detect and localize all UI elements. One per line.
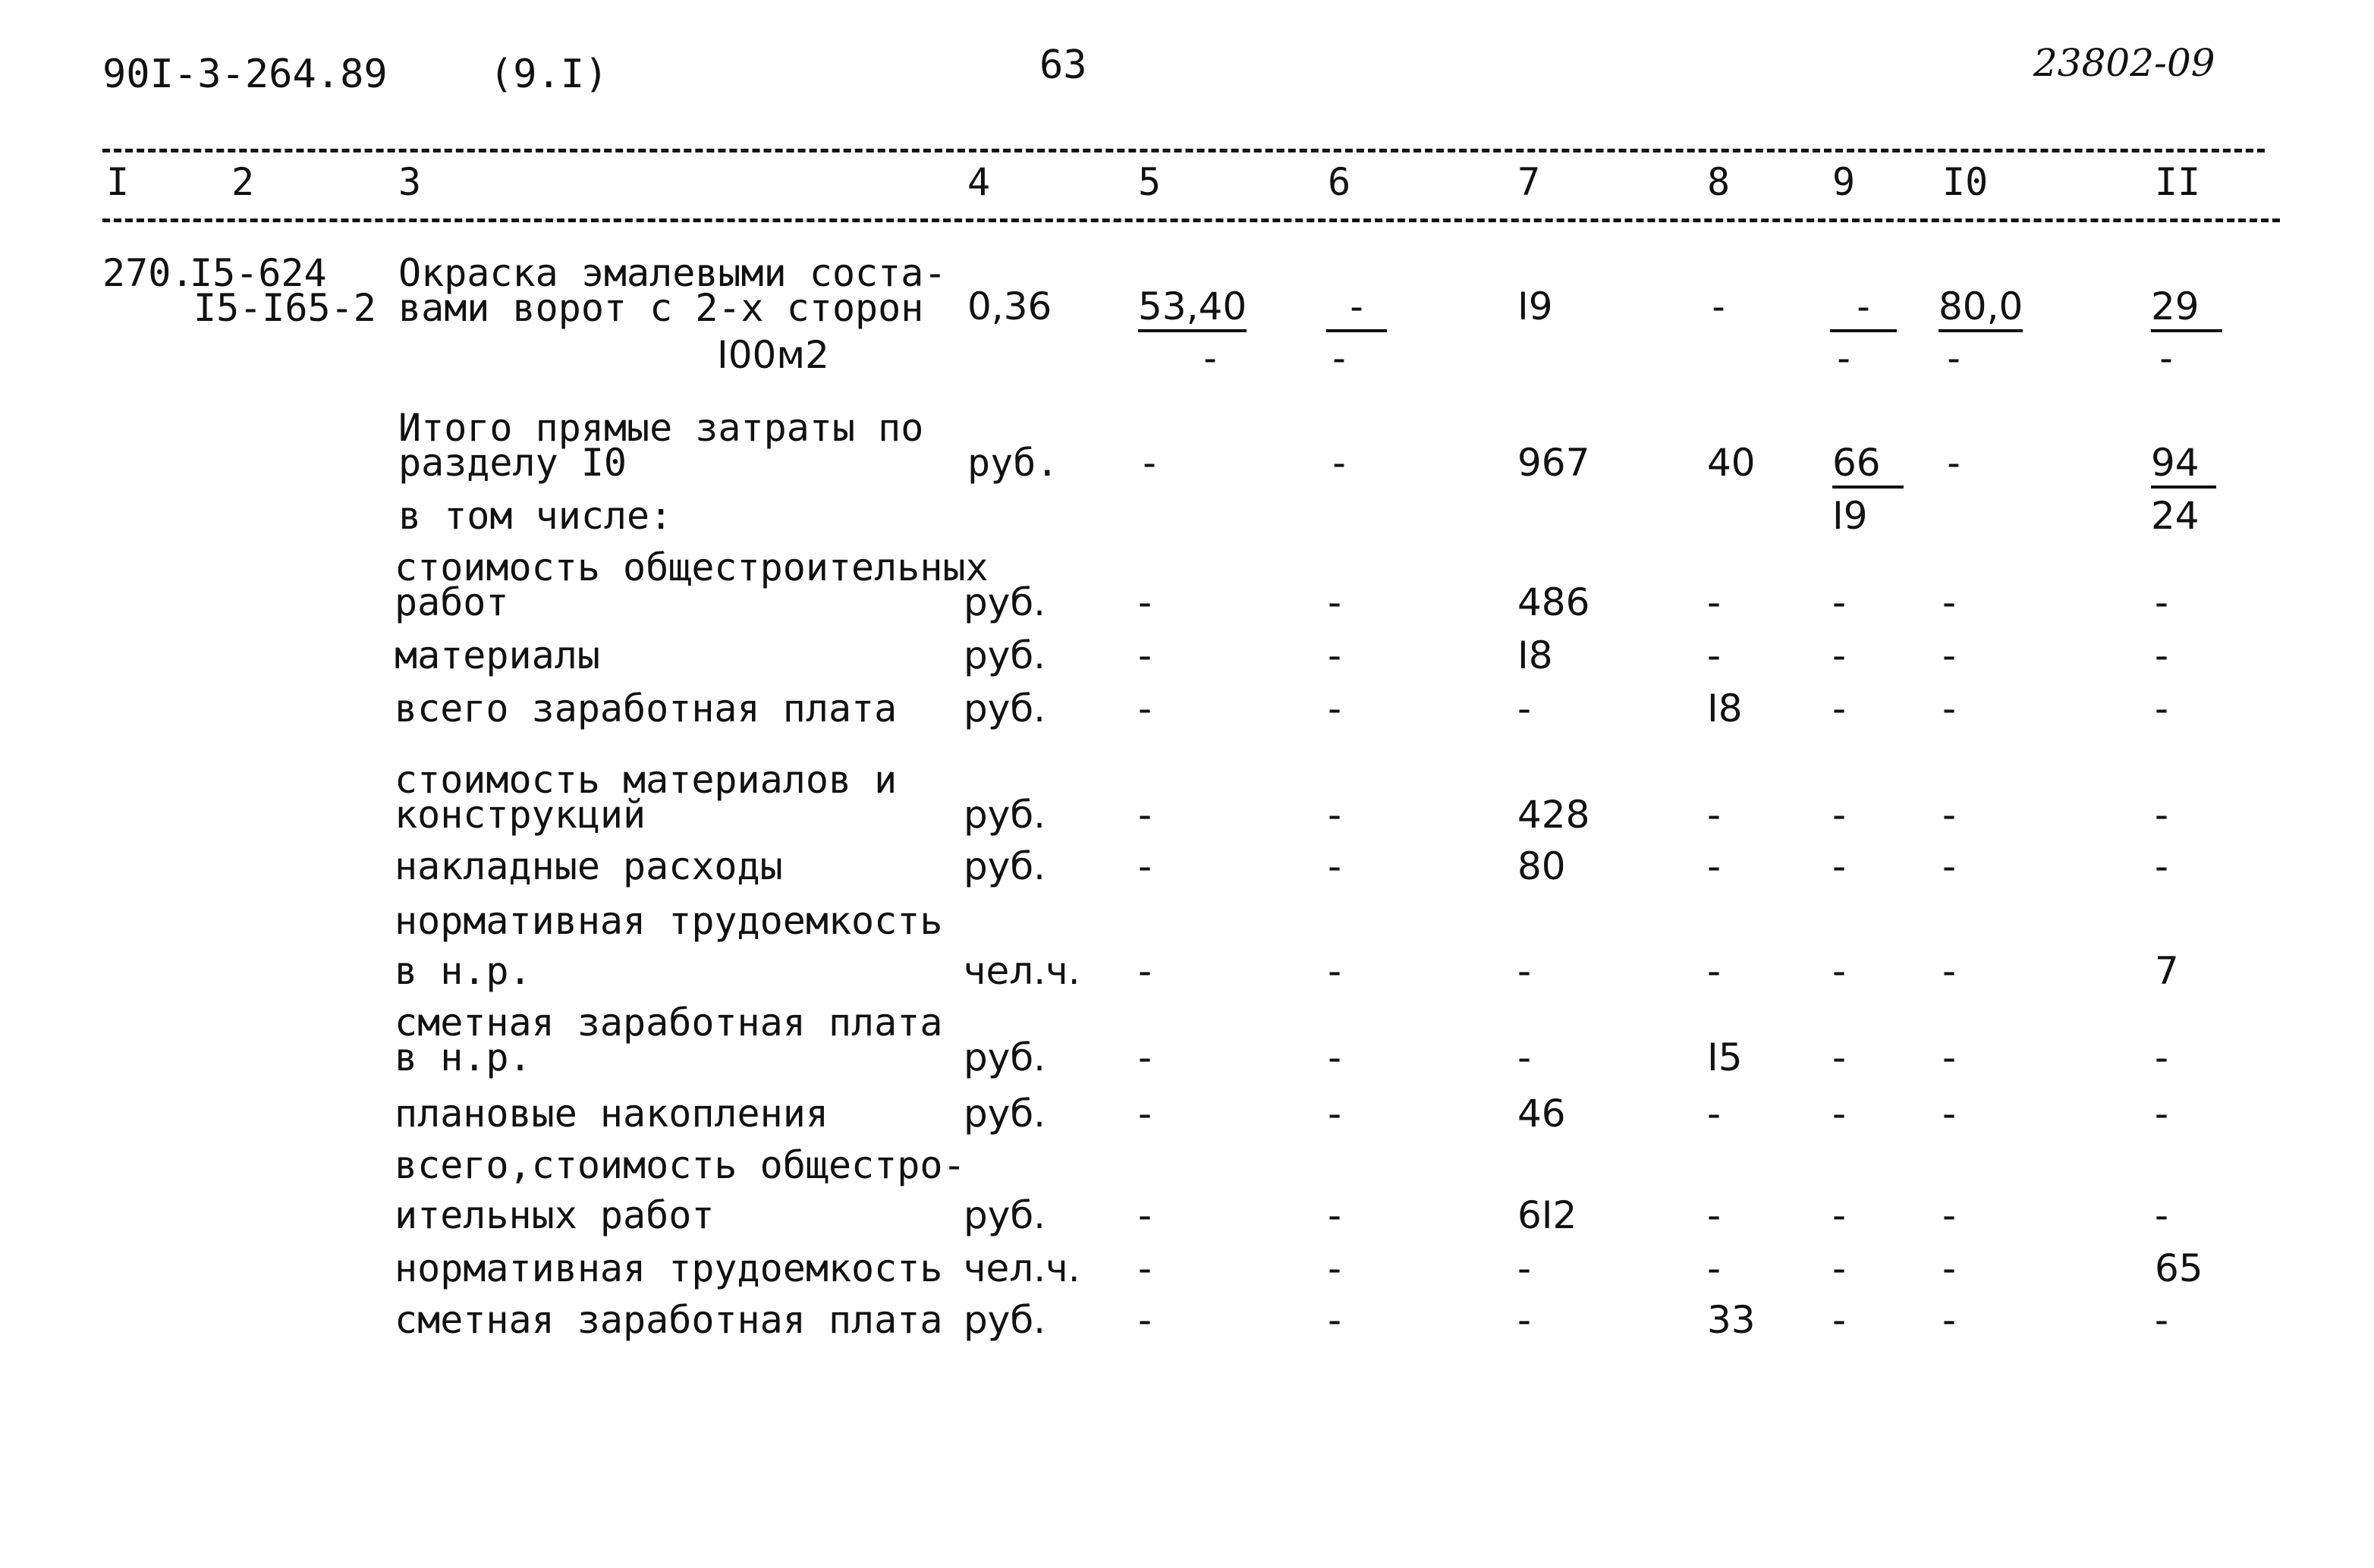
section-number: (9.I) bbox=[489, 52, 608, 97]
cell: - bbox=[1326, 285, 1387, 332]
cell: - bbox=[1138, 1035, 1152, 1079]
cell: 65 bbox=[2155, 1246, 2203, 1290]
cell: 94 bbox=[2151, 441, 2216, 489]
cell: - bbox=[1942, 1193, 1957, 1237]
column-header: 7 bbox=[1517, 160, 1541, 204]
cell: - bbox=[1707, 284, 1731, 328]
item-unit: I00м2 bbox=[717, 333, 829, 377]
cell: - bbox=[1328, 580, 1342, 624]
cell: - bbox=[1328, 1298, 1342, 1342]
row-unit: руб. bbox=[964, 844, 1046, 888]
row-unit: чел.ч. bbox=[964, 1246, 1080, 1290]
row-unit: руб. bbox=[964, 793, 1046, 837]
cell: - bbox=[1942, 633, 1957, 677]
inventory-number: 23802-09 bbox=[2033, 41, 2215, 85]
cell: - bbox=[1517, 687, 1532, 731]
cell: - bbox=[1517, 1035, 1532, 1079]
cell: - bbox=[1138, 1092, 1152, 1136]
cell: I8 bbox=[1707, 687, 1743, 731]
cell: 80 bbox=[1517, 844, 1566, 888]
row-label: плановые накопления bbox=[395, 1092, 829, 1136]
cell: 29 bbox=[2151, 285, 2222, 332]
cell: - bbox=[1832, 1298, 1847, 1342]
row-label: работ bbox=[395, 580, 509, 624]
cell: - bbox=[1517, 1246, 1532, 1290]
cell: - bbox=[1199, 336, 1222, 380]
row-unit: руб. bbox=[964, 1092, 1046, 1136]
header-rule-bottom bbox=[102, 218, 2280, 222]
cell: - bbox=[1328, 633, 1342, 677]
cell: - bbox=[2155, 1092, 2169, 1136]
cell: - bbox=[1328, 336, 1351, 380]
cell: - bbox=[1517, 1298, 1532, 1342]
total-label: Итого прямые затраты по bbox=[398, 406, 924, 450]
cell: - bbox=[1707, 580, 1722, 624]
cell: 967 bbox=[1517, 441, 1590, 485]
cell: 7 bbox=[2155, 949, 2179, 993]
cell: - bbox=[1942, 844, 1957, 888]
cell: 66 bbox=[1832, 441, 1904, 489]
cell: - bbox=[1707, 1193, 1722, 1237]
cell: - bbox=[1942, 1092, 1957, 1136]
cell: - bbox=[1830, 285, 1897, 332]
cell: - bbox=[1517, 949, 1532, 993]
cell: - bbox=[2155, 633, 2169, 677]
cell: 46 bbox=[1517, 1092, 1566, 1136]
row-label: материалы bbox=[395, 633, 600, 677]
item-quantity: 0,36 bbox=[967, 284, 1052, 328]
cell: - bbox=[1942, 793, 1957, 837]
cell: - bbox=[1138, 441, 1162, 485]
row-unit: руб. bbox=[964, 1035, 1046, 1079]
cell: - bbox=[1328, 844, 1342, 888]
cell: - bbox=[1138, 949, 1152, 993]
page-number: 63 bbox=[1039, 42, 1087, 88]
document-code: 90I-3-264.89 bbox=[102, 52, 388, 97]
cell: I9 bbox=[1517, 284, 1553, 328]
subtotal-label: в том числе: bbox=[398, 494, 673, 538]
cell: I8 bbox=[1517, 633, 1553, 677]
cell: - bbox=[1832, 633, 1847, 677]
column-header: I0 bbox=[1942, 160, 1989, 204]
cell: - bbox=[1832, 580, 1847, 624]
item-code: I5-I65-2 bbox=[193, 286, 376, 330]
cell: - bbox=[1707, 1092, 1722, 1136]
cell: 486 bbox=[1517, 580, 1590, 624]
cell: - bbox=[1138, 844, 1152, 888]
cell: - bbox=[1832, 687, 1847, 731]
cell: - bbox=[1942, 1298, 1957, 1342]
column-header: 8 bbox=[1707, 160, 1731, 204]
cell: 40 bbox=[1707, 441, 1756, 485]
column-header: 6 bbox=[1328, 160, 1351, 204]
cell: 53,40 bbox=[1138, 285, 1247, 332]
row-label: всего,стоимость общестро- bbox=[395, 1143, 966, 1187]
cell: - bbox=[1138, 580, 1152, 624]
cell: - bbox=[1328, 793, 1342, 837]
cell: - bbox=[1707, 793, 1722, 837]
cell: - bbox=[2155, 336, 2178, 380]
cell: 33 bbox=[1707, 1298, 1756, 1342]
cell: 24 bbox=[2151, 494, 2199, 538]
column-header: 9 bbox=[1832, 160, 1856, 204]
cell: - bbox=[1138, 1298, 1152, 1342]
cell: - bbox=[1942, 580, 1957, 624]
cell: - bbox=[1942, 1035, 1957, 1079]
column-header: 5 bbox=[1138, 160, 1162, 204]
cell: - bbox=[1328, 1246, 1342, 1290]
item-code: I5-624 bbox=[190, 251, 327, 295]
row-label: в н.р. bbox=[395, 1035, 532, 1079]
item-description: вами ворот с 2-х сторон bbox=[398, 286, 924, 330]
cell: - bbox=[1328, 1193, 1342, 1237]
row-label: ительных работ bbox=[395, 1193, 715, 1237]
item-description: Окраска эмалевыми соста- bbox=[398, 251, 947, 295]
cell: - bbox=[1707, 633, 1722, 677]
column-header: 3 bbox=[398, 160, 422, 204]
cell: - bbox=[2155, 1035, 2169, 1079]
cell: - bbox=[1138, 793, 1152, 837]
cell: - bbox=[2155, 687, 2169, 731]
row-label: конструкций bbox=[395, 793, 646, 837]
column-header: II bbox=[2155, 160, 2201, 204]
total-label: разделу I0 bbox=[398, 441, 627, 485]
cell: - bbox=[1832, 1092, 1847, 1136]
cell: - bbox=[1707, 949, 1722, 993]
row-label: нормативная трудоемкость bbox=[395, 1246, 943, 1290]
cell: - bbox=[2155, 844, 2169, 888]
cell: - bbox=[1707, 844, 1722, 888]
item-number: 270. bbox=[102, 251, 194, 295]
cell: - bbox=[1832, 1246, 1847, 1290]
row-label: сметная заработная плата bbox=[395, 1001, 943, 1045]
row-unit: руб. bbox=[964, 580, 1046, 624]
cell: 80,0 bbox=[1939, 285, 2023, 332]
row-label: нормативная трудоемкость bbox=[395, 899, 943, 943]
row-label: всего заработная плата bbox=[395, 687, 898, 731]
column-header: I bbox=[106, 160, 130, 204]
cell: - bbox=[1832, 844, 1847, 888]
cell: - bbox=[1138, 1246, 1152, 1290]
cell: - bbox=[1707, 1246, 1722, 1290]
cell: - bbox=[1942, 441, 1966, 485]
row-unit: руб. bbox=[964, 1193, 1046, 1237]
row-unit: руб. bbox=[964, 633, 1046, 677]
cell: - bbox=[1138, 633, 1152, 677]
cell: - bbox=[1832, 949, 1847, 993]
cell: - bbox=[1328, 687, 1342, 731]
cell: 428 bbox=[1517, 793, 1590, 837]
row-label: сметная заработная плата bbox=[395, 1298, 943, 1342]
cell: - bbox=[1942, 1246, 1957, 1290]
cell: - bbox=[1832, 1193, 1847, 1237]
column-header: 2 bbox=[231, 160, 255, 204]
cell: - bbox=[1942, 687, 1957, 731]
cell: - bbox=[2155, 1298, 2169, 1342]
cell: - bbox=[1942, 949, 1957, 993]
row-label: накладные расходы bbox=[395, 844, 783, 888]
cell: - bbox=[2155, 580, 2169, 624]
row-unit: руб. bbox=[964, 1298, 1046, 1342]
cell: - bbox=[1328, 1035, 1342, 1079]
row-unit: чел.ч. bbox=[964, 949, 1080, 993]
cell: - bbox=[1328, 441, 1351, 485]
cell: - bbox=[1328, 1092, 1342, 1136]
cell: I9 bbox=[1832, 494, 1868, 538]
total-unit: руб. bbox=[967, 441, 1059, 485]
header-rule-top bbox=[102, 149, 2265, 152]
column-header: 4 bbox=[967, 160, 991, 204]
row-label: в н.р. bbox=[395, 949, 532, 993]
cell: - bbox=[2155, 1193, 2169, 1237]
cell: - bbox=[1942, 336, 1966, 380]
cell: - bbox=[2155, 793, 2169, 837]
cell: - bbox=[1328, 949, 1342, 993]
row-unit: руб. bbox=[964, 687, 1046, 731]
cell: - bbox=[1832, 336, 1856, 380]
cell: - bbox=[1832, 1035, 1847, 1079]
row-label: стоимость общестроительных bbox=[395, 545, 989, 589]
cell: I5 bbox=[1707, 1035, 1743, 1079]
cell: - bbox=[1138, 1193, 1152, 1237]
cell: - bbox=[1138, 687, 1152, 731]
cell: - bbox=[1832, 793, 1847, 837]
cell: 6I2 bbox=[1517, 1193, 1577, 1237]
row-label: стоимость материалов и bbox=[395, 758, 898, 802]
